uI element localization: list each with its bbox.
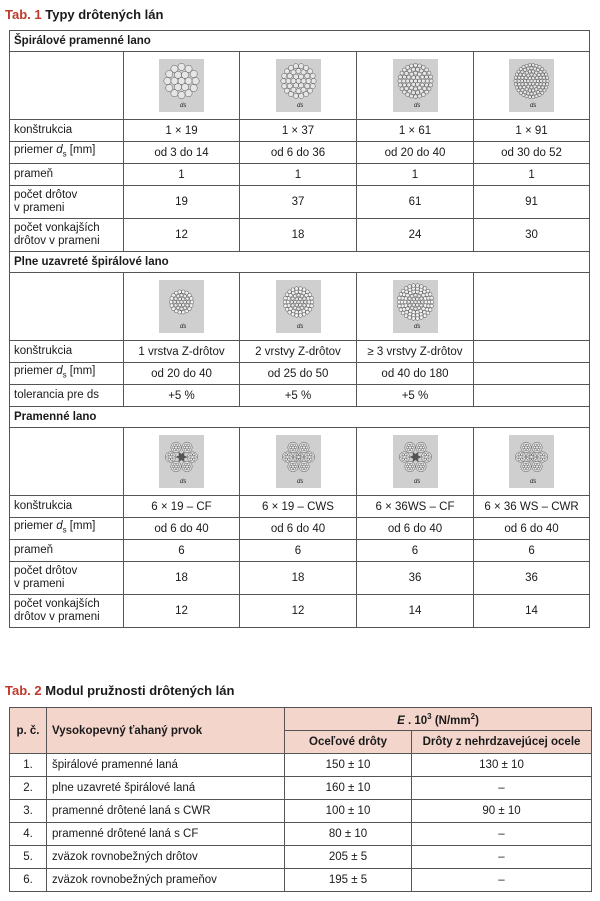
table-cell: 19: [124, 186, 240, 219]
rope-diameter-label: ds: [180, 103, 187, 109]
table-cell: od 6 do 36: [240, 142, 357, 164]
row-element: plne uzavreté špirálové laná: [47, 777, 285, 800]
table-cell: 36: [357, 562, 474, 595]
table-cell: +5 %: [357, 385, 474, 407]
table-cell: 2 vrstvy Z-drôtov: [240, 341, 357, 363]
row-steel-value: 100 ± 10: [285, 800, 412, 823]
section-header-row: [10, 407, 590, 428]
col-modulus-group-header: [285, 708, 592, 731]
table-cell: 1 × 91: [474, 120, 590, 142]
row-element: pramenné drôtené laná s CWR: [47, 800, 285, 823]
table-row: [10, 777, 592, 800]
spiral-strand-1x91-icon: [509, 59, 554, 112]
rope-diameter-label: ds: [413, 479, 420, 485]
row-label: prameň: [10, 164, 124, 186]
row-label: [10, 219, 124, 252]
rope-image-cell: [357, 428, 474, 496]
table-cell: 1 vrstva Z-drôtov: [124, 341, 240, 363]
row-label: [10, 562, 124, 595]
table-cell: od 20 do 40: [124, 363, 240, 385]
row-label-var: d: [56, 365, 63, 378]
table-cell: 12: [240, 595, 357, 628]
row-element: pramenné drôtené laná s CF: [47, 823, 285, 846]
rope-diameter-label: ds: [296, 324, 303, 330]
table-row: [10, 869, 592, 892]
spiral-strand-1x37-icon: [276, 59, 321, 112]
table-row: [10, 800, 592, 823]
row-label-pre: priemer: [14, 520, 57, 533]
rope-diameter-label: ds: [180, 479, 187, 485]
col-element-header: Vysokopevný ťahaný prvok: [47, 708, 285, 754]
table-cell: od 6 do 40: [474, 518, 590, 540]
section-header-row: [10, 252, 590, 273]
table-cell: 1: [474, 164, 590, 186]
rope-image-cell: [240, 52, 357, 120]
table-cell: od 40 do 180: [357, 363, 474, 385]
rope-image-row: [10, 428, 590, 496]
rope-diameter-label: ds: [296, 103, 303, 109]
row-label-post: [mm]: [66, 520, 96, 533]
table1-number: Tab. 1: [5, 7, 42, 22]
row-stainless-value: –: [412, 846, 592, 869]
row-steel-value: 80 ± 10: [285, 823, 412, 846]
row-stainless-value: –: [412, 869, 592, 892]
locked-coil-2-layers-icon: [276, 280, 321, 333]
table-row: [10, 823, 592, 846]
row-element: zväzok rovnobežných drôtov: [47, 846, 285, 869]
table-cell: 6: [357, 540, 474, 562]
table1-title: Typy drôtených lán: [45, 7, 164, 22]
modulus-symbol: E: [397, 714, 405, 727]
table-row: [10, 385, 590, 407]
row-label-line: počet vonkajších: [14, 598, 100, 610]
table-cell: +5 %: [240, 385, 357, 407]
row-stainless-value: 130 ± 10: [412, 754, 592, 777]
rope-diameter-label: ds: [180, 324, 187, 330]
rope-image-cell: [474, 428, 590, 496]
modulus-unit-exponent: 2: [470, 711, 476, 721]
table-cell: 6: [240, 540, 357, 562]
table-cell: 14: [474, 595, 590, 628]
col-no-header: p. č.: [10, 708, 47, 754]
row-number: 4.: [10, 823, 47, 846]
table-cell: 14: [357, 595, 474, 628]
rope-image-cell: [474, 52, 590, 120]
row-label: [10, 518, 124, 540]
row-label: [10, 186, 124, 219]
stranded-rope-6x19-cf-icon: [159, 435, 204, 488]
modulus-exponent: 3: [427, 711, 432, 721]
col-steel-header: Oceľové drôty: [285, 731, 412, 754]
table-cell: od 6 do 40: [124, 518, 240, 540]
table-cell: od 3 do 14: [124, 142, 240, 164]
table2-caption: [5, 683, 234, 698]
row-label-line: počet drôtov: [14, 565, 78, 577]
table-cell: 36: [474, 562, 590, 595]
row-label-sub: s: [62, 370, 67, 380]
row-number: 2.: [10, 777, 47, 800]
col-stainless-header: Drôty z nehrdzavejúcej ocele: [412, 731, 592, 754]
table-row: [10, 219, 590, 252]
row-label-line: drôtov v prameni: [14, 611, 100, 623]
row-number: 1.: [10, 754, 47, 777]
table-cell: 1: [124, 164, 240, 186]
row-label-line: drôtov v prameni: [14, 235, 100, 247]
table-cell: 6 × 36WS – CF: [357, 496, 474, 518]
row-label: konštrukcia: [10, 120, 124, 142]
row-label: konštrukcia: [10, 496, 124, 518]
row-element: zväzok rovnobežných prameňov: [47, 869, 285, 892]
rope-diameter-label: ds: [296, 479, 303, 485]
row-label-pre: priemer: [14, 365, 57, 378]
row-steel-value: 150 ± 10: [285, 754, 412, 777]
rope-diameter-label: ds: [530, 103, 537, 109]
table-cell: 1: [240, 164, 357, 186]
row-label-pre: priemer: [14, 144, 57, 157]
locked-coil-3-layers-icon: [393, 280, 438, 333]
spiral-strand-1x19-icon: [159, 59, 204, 112]
row-label-var: d: [56, 520, 63, 533]
table-cell: 24: [357, 219, 474, 252]
row-stainless-value: –: [412, 823, 592, 846]
row-steel-value: 205 ± 5: [285, 846, 412, 869]
table-cell: 1 × 61: [357, 120, 474, 142]
table-cell: od 6 do 40: [357, 518, 474, 540]
table-row: [10, 754, 592, 777]
table-cell: 12: [124, 595, 240, 628]
rope-image-cell: [240, 273, 357, 341]
row-label: [10, 142, 124, 164]
table-cell: 18: [240, 562, 357, 595]
table-cell: ≥ 3 vrstvy Z-drôtov: [357, 341, 474, 363]
stranded-rope-6x36ws-cf-icon: [393, 435, 438, 488]
stranded-rope-6x36ws-cwr-icon: [509, 435, 554, 488]
row-element: špirálové pramenné laná: [47, 754, 285, 777]
table-cell: od 6 do 40: [240, 518, 357, 540]
table-row: [10, 540, 590, 562]
empty-cell: [10, 52, 124, 120]
row-label: [10, 363, 124, 385]
rope-diameter-label: ds: [413, 103, 420, 109]
table-cell: 1: [357, 164, 474, 186]
rope-image-cell: [124, 273, 240, 341]
rope-image-cell: [124, 52, 240, 120]
row-number: 5.: [10, 846, 47, 869]
row-label-post: [mm]: [66, 144, 96, 157]
table-cell: 6 × 19 – CF: [124, 496, 240, 518]
table-cell: 12: [124, 219, 240, 252]
rope-types-table: [9, 30, 590, 628]
table-row: [10, 846, 592, 869]
table-cell: [474, 363, 590, 385]
table-cell: od 20 do 40: [357, 142, 474, 164]
row-stainless-value: 90 ± 10: [412, 800, 592, 823]
row-label-post: [mm]: [66, 365, 96, 378]
table-cell: 18: [240, 219, 357, 252]
table-cell: 37: [240, 186, 357, 219]
row-label: konštrukcia: [10, 341, 124, 363]
rope-image-cell: [474, 273, 590, 341]
table-cell: 6 × 36 WS – CWR: [474, 496, 590, 518]
row-label-var: d: [56, 144, 63, 157]
row-steel-value: 195 ± 5: [285, 869, 412, 892]
row-stainless-value: –: [412, 777, 592, 800]
row-number: 3.: [10, 800, 47, 823]
table-row: [10, 518, 590, 540]
table-row: [10, 341, 590, 363]
row-label: tolerancia pre ds: [10, 385, 124, 407]
table-row: [10, 120, 590, 142]
modulus-unit-close: ): [475, 714, 479, 727]
locked-coil-1-layer-icon: [159, 280, 204, 333]
row-label-line: počet vonkajších: [14, 222, 100, 234]
empty-cell: [10, 428, 124, 496]
rope-diameter-label: ds: [530, 479, 537, 485]
table-cell: +5 %: [124, 385, 240, 407]
row-label: prameň: [10, 540, 124, 562]
table2-number: Tab. 2: [5, 683, 42, 698]
section-title: Špirálové pramenné lano: [10, 31, 590, 52]
row-label-sub: s: [62, 525, 67, 535]
table-row: [10, 363, 590, 385]
rope-image-cell: [124, 428, 240, 496]
row-steel-value: 160 ± 10: [285, 777, 412, 800]
modulus-unit: (N/mm: [431, 714, 471, 727]
table-row: [10, 142, 590, 164]
rope-image-row: [10, 273, 590, 341]
table-cell: [474, 341, 590, 363]
table-cell: [474, 385, 590, 407]
rope-image-cell: [240, 428, 357, 496]
row-label-line: počet drôtov: [14, 189, 78, 201]
table-cell: 91: [474, 186, 590, 219]
table-cell: od 25 do 50: [240, 363, 357, 385]
table-cell: 6: [474, 540, 590, 562]
rope-image-cell: [357, 273, 474, 341]
table-row: [10, 595, 590, 628]
table-cell: 6: [124, 540, 240, 562]
section-title: Plne uzavreté špirálové lano: [10, 252, 590, 273]
table-cell: 1 × 19: [124, 120, 240, 142]
table-cell: 6 × 19 – CWS: [240, 496, 357, 518]
table-row: [10, 562, 590, 595]
table1-caption: [5, 7, 163, 22]
row-label-sub: s: [62, 149, 67, 159]
rope-image-row: [10, 52, 590, 120]
table-cell: 1 × 37: [240, 120, 357, 142]
section-title: Pramenné lano: [10, 407, 590, 428]
modulus-factor: . 10: [404, 714, 428, 727]
section-header-row: [10, 31, 590, 52]
spiral-strand-1x61-icon: [393, 59, 438, 112]
row-label-line: v prameni: [14, 578, 65, 590]
table-row: [10, 186, 590, 219]
table-cell: od 30 do 52: [474, 142, 590, 164]
table-row: [10, 164, 590, 186]
table-row: [10, 496, 590, 518]
table-cell: 18: [124, 562, 240, 595]
row-label: [10, 595, 124, 628]
table-cell: 61: [357, 186, 474, 219]
rope-diameter-label: ds: [413, 324, 420, 330]
row-number: 6.: [10, 869, 47, 892]
elastic-modulus-table: [9, 707, 592, 892]
rope-image-cell: [357, 52, 474, 120]
table2-title: Modul pružnosti drôtených lán: [45, 683, 235, 698]
table-cell: 30: [474, 219, 590, 252]
row-label-line: v prameni: [14, 202, 65, 214]
stranded-rope-6x19-cws-icon: [276, 435, 321, 488]
empty-cell: [10, 273, 124, 341]
